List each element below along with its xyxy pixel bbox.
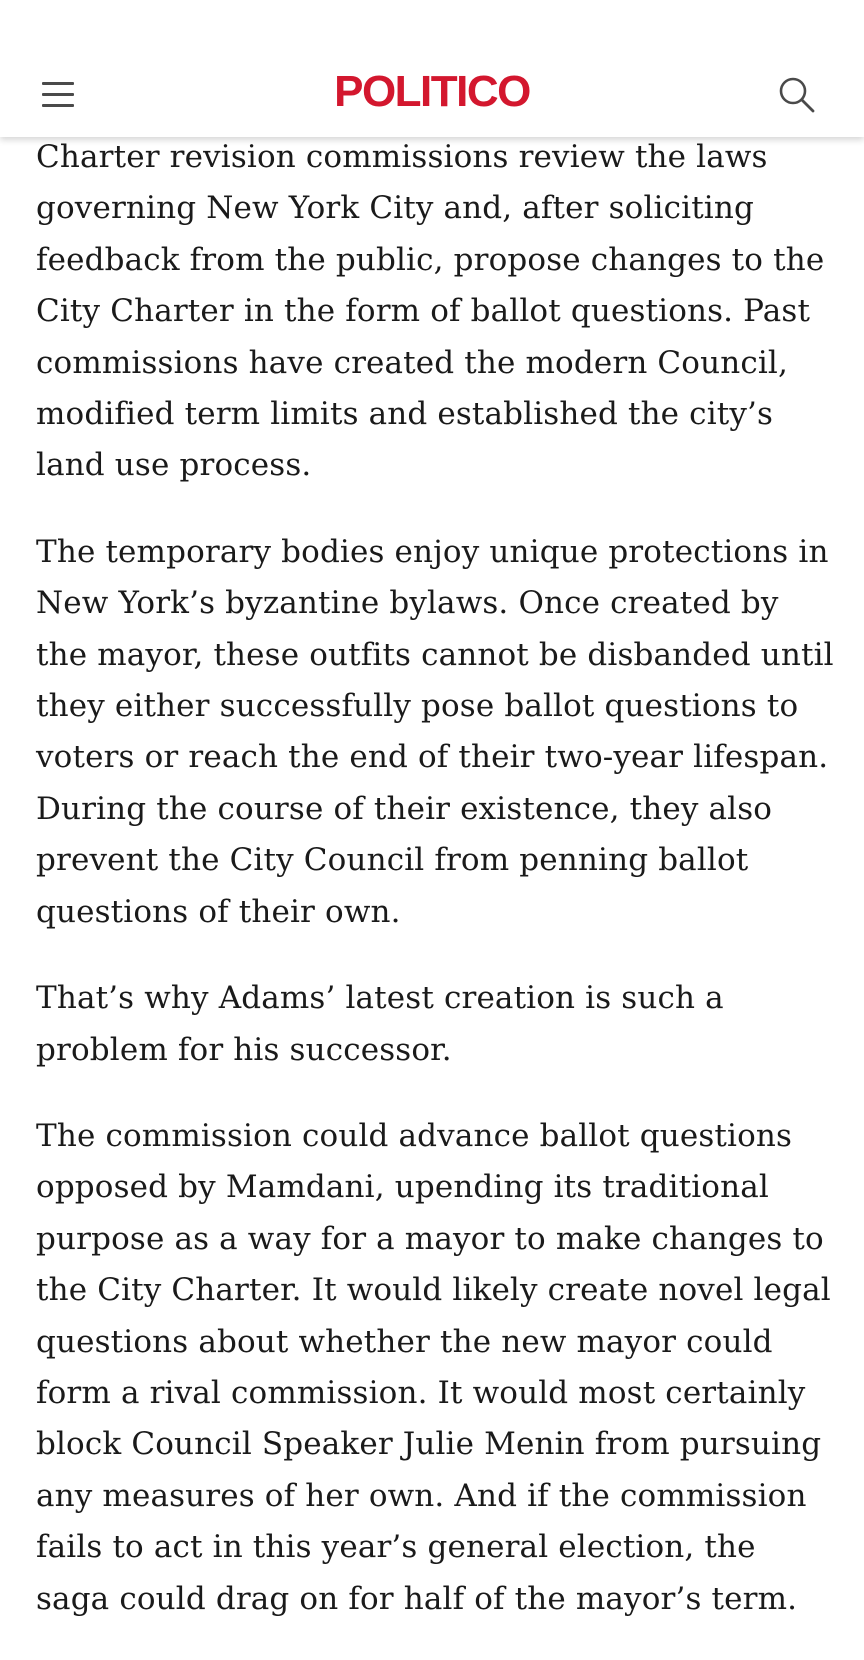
politico-logo[interactable]: POLITICO	[334, 67, 530, 116]
top-navigation-bar	[0, 0, 864, 137]
article-paragraph: That’s why Adams’ latest creation is such a problem for his successor.	[36, 980, 724, 1068]
article-paragraph: Charter revision commissions review the laws governing New York City and, after soliciting feedback from the public, propose changes to the City Charter in the form of ballot questions. Past commissions have created the modern Council, modified term limits and established the city’s land use process.	[36, 139, 825, 484]
article-paragraph: The commission could advance ballot questions opposed by Mamdani, upending its traditional purpose as a way for a mayor to make changes to the City Charter. It would likely create novel legal questions about whether the new mayor could form a rival commission. It would most certainly block Council Speaker Julie Menin from pursuing any measures of her own. And if the commission fails to act in this year’s general election, the saga could drag on for half of the mayor’s term.	[36, 1117, 831, 1617]
article-paragraph: The temporary bodies enjoy unique protections in New York’s byzantine bylaws. Once created by the mayor, these outfits cannot be disbanded until they either successfully pose ballot questions to voters or reach the end of their two-year lifespan. During the course of their existence, they also prevent the City Council from penning ballot questions of their own.	[36, 533, 834, 930]
article-body	[36, 132, 836, 1660]
search-icon[interactable]	[778, 76, 818, 116]
hamburger-menu-icon[interactable]	[42, 82, 74, 106]
